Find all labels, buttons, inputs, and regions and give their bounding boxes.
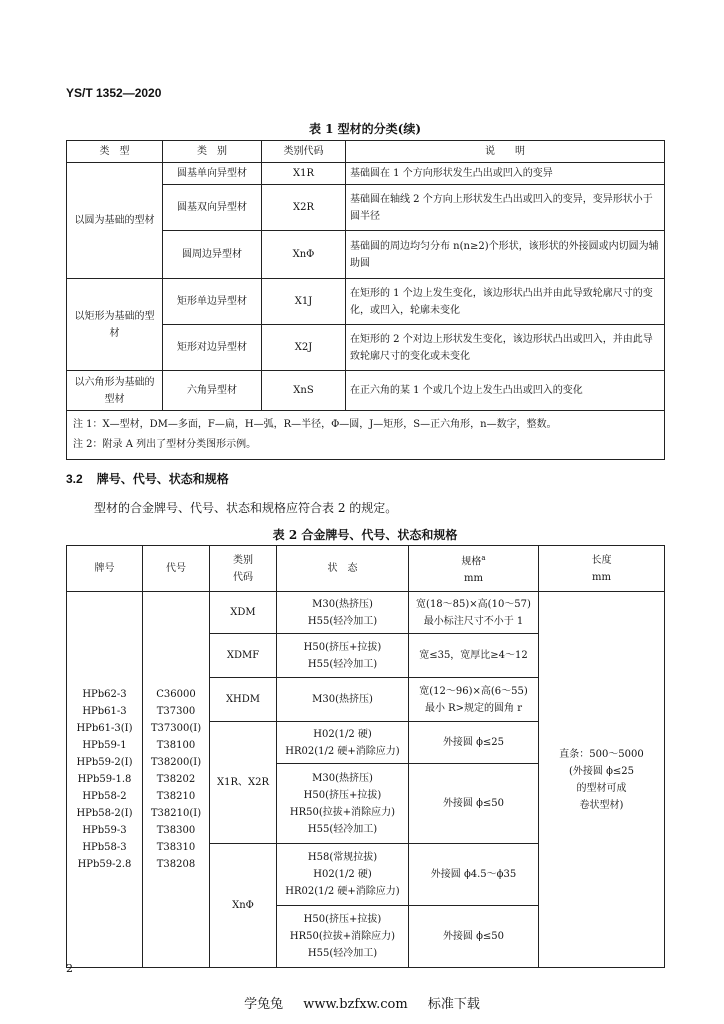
category-cell: 圆周边异型材 — [163, 231, 262, 279]
state-cell: H58(常规拉拔) H02(1/2 硬) HR02(1/2 硬+消除应力) — [277, 844, 409, 906]
table-row — [67, 279, 665, 325]
note-1: 注 1：X—型材，DM—多面，F—扁，H—弧，R—半径，Φ—圆，J—矩形，S—正六角形，n—数字，整数。 — [73, 419, 557, 430]
header-category: 类别 代码 — [210, 546, 277, 592]
length-cell: 直条：500～5000 (外接圆 ϕ≤25 的型材可成 卷状型材) — [539, 592, 665, 968]
code-cell: XnS — [262, 371, 346, 411]
page-number: 2 — [66, 962, 73, 975]
notes-cell — [67, 411, 665, 460]
code-cell: X2R — [262, 185, 346, 231]
header-type: 类 型 — [67, 141, 163, 163]
type-cell: 以矩形为基础的型材 — [67, 279, 163, 371]
category-cell: 六角异型材 — [163, 371, 262, 411]
description-cell: 在正六角的某 1 个或几个边上发生凸出或凹入的变化 — [346, 371, 665, 411]
header-code: 代号 — [143, 546, 210, 592]
table-row — [67, 592, 665, 634]
section-heading — [66, 470, 229, 487]
state-cell: H50(挤压+拉拔) HR50(拉拔+消除应力) H55(轻冷加工) — [277, 906, 409, 968]
classification-table — [66, 140, 665, 460]
description-cell: 基础圆在 1 个方向形状发生凸出或凹入的变异 — [346, 163, 665, 185]
header-grade: 牌号 — [67, 546, 143, 592]
state-cell: H02(1/2 硬) HR02(1/2 硬+消除应力) — [277, 722, 409, 764]
header-length: 长度 mm — [539, 546, 665, 592]
spec-cell: 外接圆 ϕ≤25 — [409, 722, 539, 764]
body-paragraph: 型材的合金牌号、代号、状态和规格应符合表 2 的规定。 — [94, 501, 398, 515]
description-cell: 基础圆在轴线 2 个方向上形状发生凸出或凹入的变异，变异形状小于圆半径 — [346, 185, 665, 231]
spec-cell: 外接圆 ϕ≤50 — [409, 764, 539, 844]
spec-cell: 外接圆 ϕ≤50 — [409, 906, 539, 968]
category-cell: 圆基双向异型材 — [163, 185, 262, 231]
type-cell: 以圆为基础的型材 — [67, 163, 163, 279]
spec-cell: 宽≤35，宽厚比≥4～12 — [409, 634, 539, 678]
code-cell: X1R — [262, 163, 346, 185]
category-cell: 矩形单边异型材 — [163, 279, 262, 325]
category-cell: X1R、X2R — [210, 722, 277, 844]
table2-caption: 表 2 合金牌号、代号、状态和规格 — [272, 528, 458, 542]
description-cell: 在矩形的 1 个边上发生变化，该边形状凸出并由此导致轮廓尺寸的变化，或凹入，轮廓未变化 — [346, 279, 665, 325]
state-cell: M30(热挤压) H50(挤压+拉拔) HR50(拉拔+消除应力) H55(轻冷加工) — [277, 764, 409, 844]
code-cell: XnΦ — [262, 231, 346, 279]
alloy-table — [66, 545, 665, 968]
description-cell: 在矩形的 2 个对边上形状发生变化，该边形状凸出或凹入，并由此导致轮廓尺寸的变化或未变化 — [346, 325, 665, 371]
category-cell: XHDM — [210, 678, 277, 722]
notes-row — [67, 411, 665, 460]
category-cell: XnΦ — [210, 844, 277, 968]
spec-cell: 宽(18～85)×高(10～57) 最小标注尺寸不小于 1 — [409, 592, 539, 634]
description-cell: 基础圆的周边均匀分布 n(n≥2)个形状，该形状的外接圆或内切圆为辅助圆 — [346, 231, 665, 279]
category-cell: 圆基单向异型材 — [163, 163, 262, 185]
state-cell: M30(热挤压) — [277, 678, 409, 722]
footer-watermark — [0, 993, 724, 1012]
state-cell: M30(热挤压) H55(轻冷加工) — [277, 592, 409, 634]
code-cell: X2J — [262, 325, 346, 371]
state-cell: H50(挤压+拉拔) H55(轻冷加工) — [277, 634, 409, 678]
header-code: 类别代码 — [262, 141, 346, 163]
category-cell: 矩形对边异型材 — [163, 325, 262, 371]
footer-slogan: 标准下载 — [427, 997, 480, 1012]
section-number: 3.2 — [66, 472, 83, 486]
table1-header-row — [67, 141, 665, 163]
header-description: 说 明 — [346, 141, 665, 163]
header-category: 类 别 — [163, 141, 262, 163]
type-cell: 以六角形为基础的型材 — [67, 371, 163, 411]
spec-cell: 外接圆 ϕ4.5～ϕ35 — [409, 844, 539, 906]
table-row — [67, 163, 665, 185]
code-cell: X1J — [262, 279, 346, 325]
codes-cell: C36000 T37300 T37300(Ⅰ) T38100 T38200(Ⅰ) T38202 T38210 T38210(Ⅰ) T38300 T38310 T38208 — [143, 592, 210, 968]
header-state: 状 态 — [277, 546, 409, 592]
section-title: 牌号、代号、状态和规格 — [96, 472, 229, 486]
grades-cell: HPb62-3 HPb61-3 HPb61-3(Ⅰ) HPb59-1 HPb59-2(Ⅰ) HPb59-1.8 HPb58-2 HPb58-2(Ⅰ) HPb59-3 HPb58-3 HPb59-2.8 — [67, 592, 143, 968]
table-row — [67, 371, 665, 411]
footer-site-name: 学兔兔 — [244, 997, 284, 1012]
spec-cell: 宽(12～96)×高(6～55) 最小 R>规定的圆角 r — [409, 678, 539, 722]
standard-number: YS/T 1352—2020 — [66, 86, 162, 100]
category-cell: XDM — [210, 592, 277, 634]
category-cell: XDMF — [210, 634, 277, 678]
table2-header-row — [67, 546, 665, 592]
footer-url[interactable]: www.bzfxw.com — [303, 997, 408, 1012]
header-spec: 规格$^a$ mm — [409, 546, 539, 592]
note-2: 注 2：附录 A 列出了型材分类图形示例。 — [73, 439, 257, 450]
table1-caption: 表 1 型材的分类(续) — [308, 122, 422, 136]
